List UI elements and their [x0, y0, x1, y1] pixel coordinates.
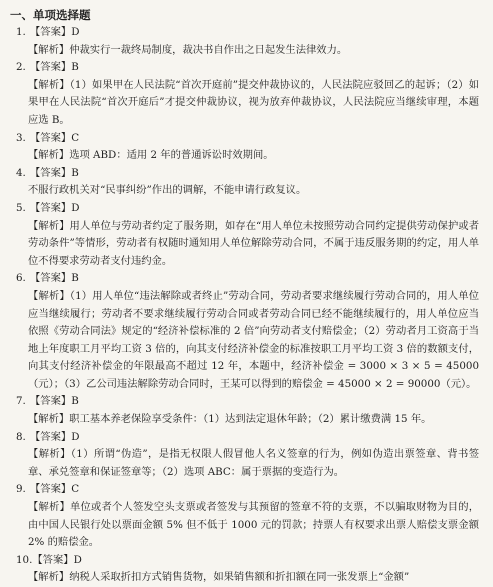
answer-line [16, 393, 479, 411]
explanation-paragraph [28, 218, 479, 271]
explanation-text: （1）用人单位“违法解除或者终止”劳动合同，劳动者要求继续履行劳动合同的，用人单位应当继续履行；劳动者不要求继续履行劳动合同或者劳动合同已经不能继续履行的，用人单位应当依照《劳动合同法》规定的“经济补偿标准的 2 倍”向劳动者支付赔偿金；（2）劳动者月工资高于当地上年度职工月平均工资 3 倍的，向其支付经济补偿金的标准按职工月平均工资 3 倍的数额支付，向其支付经济补偿金的年限最高不超过 12 年，本题中，经济补偿金 = 3000 × 3 × 5 = 45000（元）；（3）乙公司违法解除劳动合同时，王某可以得到的赔偿金 = 45000 × 2 = 90000（元）。 [28, 289, 480, 390]
question-number: 4. [16, 166, 26, 179]
question-number: 2. [16, 61, 26, 74]
explanation-label: 【解析】 [28, 43, 70, 56]
answer-value: C [71, 483, 80, 496]
explanation-text: 职工基本养老保险享受条件：（1）达到法定退休年龄；（2）累计缴费满 15 年。 [69, 413, 432, 426]
explanation-paragraph [28, 569, 479, 587]
explanation-paragraph [28, 147, 479, 165]
explanation-paragraph [28, 288, 479, 394]
answer-value: B [71, 272, 79, 285]
explanation-label: 【解析】 [28, 78, 70, 91]
section-title: 一、单项选择题 [10, 8, 91, 22]
explanation-text: （1）如果甲在人民法院“首次开庭前”提交仲裁协议的，人民法院应驳回乙的起诉；（2）如果甲在人民法院“首次开庭后”才提交仲裁协议，视为放弃仲裁协议，人民法院应当继续审理，本题应选 B。 [28, 78, 479, 126]
answer-label: 【答案】 [30, 26, 72, 38]
answer-line [16, 59, 479, 77]
answer-line [16, 130, 479, 148]
explanation-text: 不服行政机关对“民事纠纷”作出的调解，不能申请行政复议。 [28, 184, 307, 197]
explanation-label: 【解析】 [28, 289, 70, 302]
answer-line [16, 481, 479, 499]
answer-value: C [71, 131, 80, 144]
explanation-paragraph [28, 411, 479, 429]
explanation-text: 选项 ABD：适用 2 年的普通诉讼时效期间。 [69, 149, 274, 162]
answer-label: 【答案】 [30, 395, 72, 408]
explanation-label: 【解析】 [28, 149, 70, 162]
question-number: 6. [16, 272, 26, 285]
question-number: 5. [16, 201, 26, 214]
answer-line [16, 24, 479, 42]
answer-value: D [71, 201, 80, 214]
explanation-label: 【解析】 [28, 413, 70, 426]
explanation-label: 【解析】 [28, 219, 70, 232]
explanation-text: 仲裁实行一裁终局制度，裁决书自作出之日起发生法律效力。 [69, 43, 348, 56]
answer-label: 【答案】 [32, 553, 74, 566]
answer-value: D [71, 430, 80, 443]
explanation-label: 【解析】 [28, 448, 71, 461]
explanation-label: 【解析】 [28, 571, 70, 584]
answer-label: 【答案】 [30, 483, 72, 496]
explanation-label: 【解析】 [28, 501, 70, 514]
answer-value: B [71, 166, 79, 179]
question-number: 3. [16, 131, 26, 144]
answer-label: 【答案】 [30, 430, 72, 443]
answer-line [16, 429, 479, 447]
question-number: 10. [16, 553, 33, 566]
answer-list [10, 24, 479, 587]
answer-value: D [71, 26, 80, 38]
explanation-paragraph [28, 77, 479, 130]
question-number: 7. [16, 395, 26, 408]
answer-value: B [71, 395, 79, 408]
explanation-text: 用人单位与劳动者约定了服务期，如存在“用人单位未按照劳动合同约定提供劳动保护或者劳动条件”等情形，劳动者有权随时通知用人单位解除劳动合同，不属于违反服务期的约定，用人单位不得要求劳动者支付违约金。 [28, 219, 480, 267]
answer-value: B [71, 61, 79, 74]
explanation-text: （1）所谓“伪造”，是指无权限人假冒他人名义签章的行为，例如伪造出票签章、背书签章、承兑签章和保证签章等；（2）选项 ABC：属于票据的变造行为。 [28, 448, 479, 478]
explanation-paragraph [28, 446, 479, 481]
answer-label: 【答案】 [30, 272, 72, 285]
answer-line [16, 270, 479, 288]
answer-label: 【答案】 [30, 201, 72, 214]
explanation-text: 纳税人采取折扣方式销售货物，如果销售额和折扣额在同一张发票上“金额” [69, 571, 410, 584]
answer-line [16, 165, 479, 183]
answer-label: 【答案】 [30, 131, 72, 144]
answer-label: 【答案】 [30, 61, 72, 74]
explanation-text: 单位或者个人签发空头支票或者签发与其预留的签章不符的支票，不以骗取财物为目的，由中国人民银行处以票面金额 5% 但不低于 1000 元的罚款；持票人有权要求出票人赔偿支票金额 2% 的赔偿金。 [28, 501, 480, 549]
explanation-paragraph [28, 182, 479, 200]
answer-value: D [73, 553, 82, 566]
question-number: 1. [16, 26, 26, 38]
explanation-paragraph [28, 42, 479, 60]
answer-label: 【答案】 [30, 166, 72, 179]
explanation-paragraph [28, 499, 479, 552]
question-number: 8. [16, 430, 26, 443]
answer-line [16, 200, 479, 218]
question-number: 9. [16, 483, 26, 496]
